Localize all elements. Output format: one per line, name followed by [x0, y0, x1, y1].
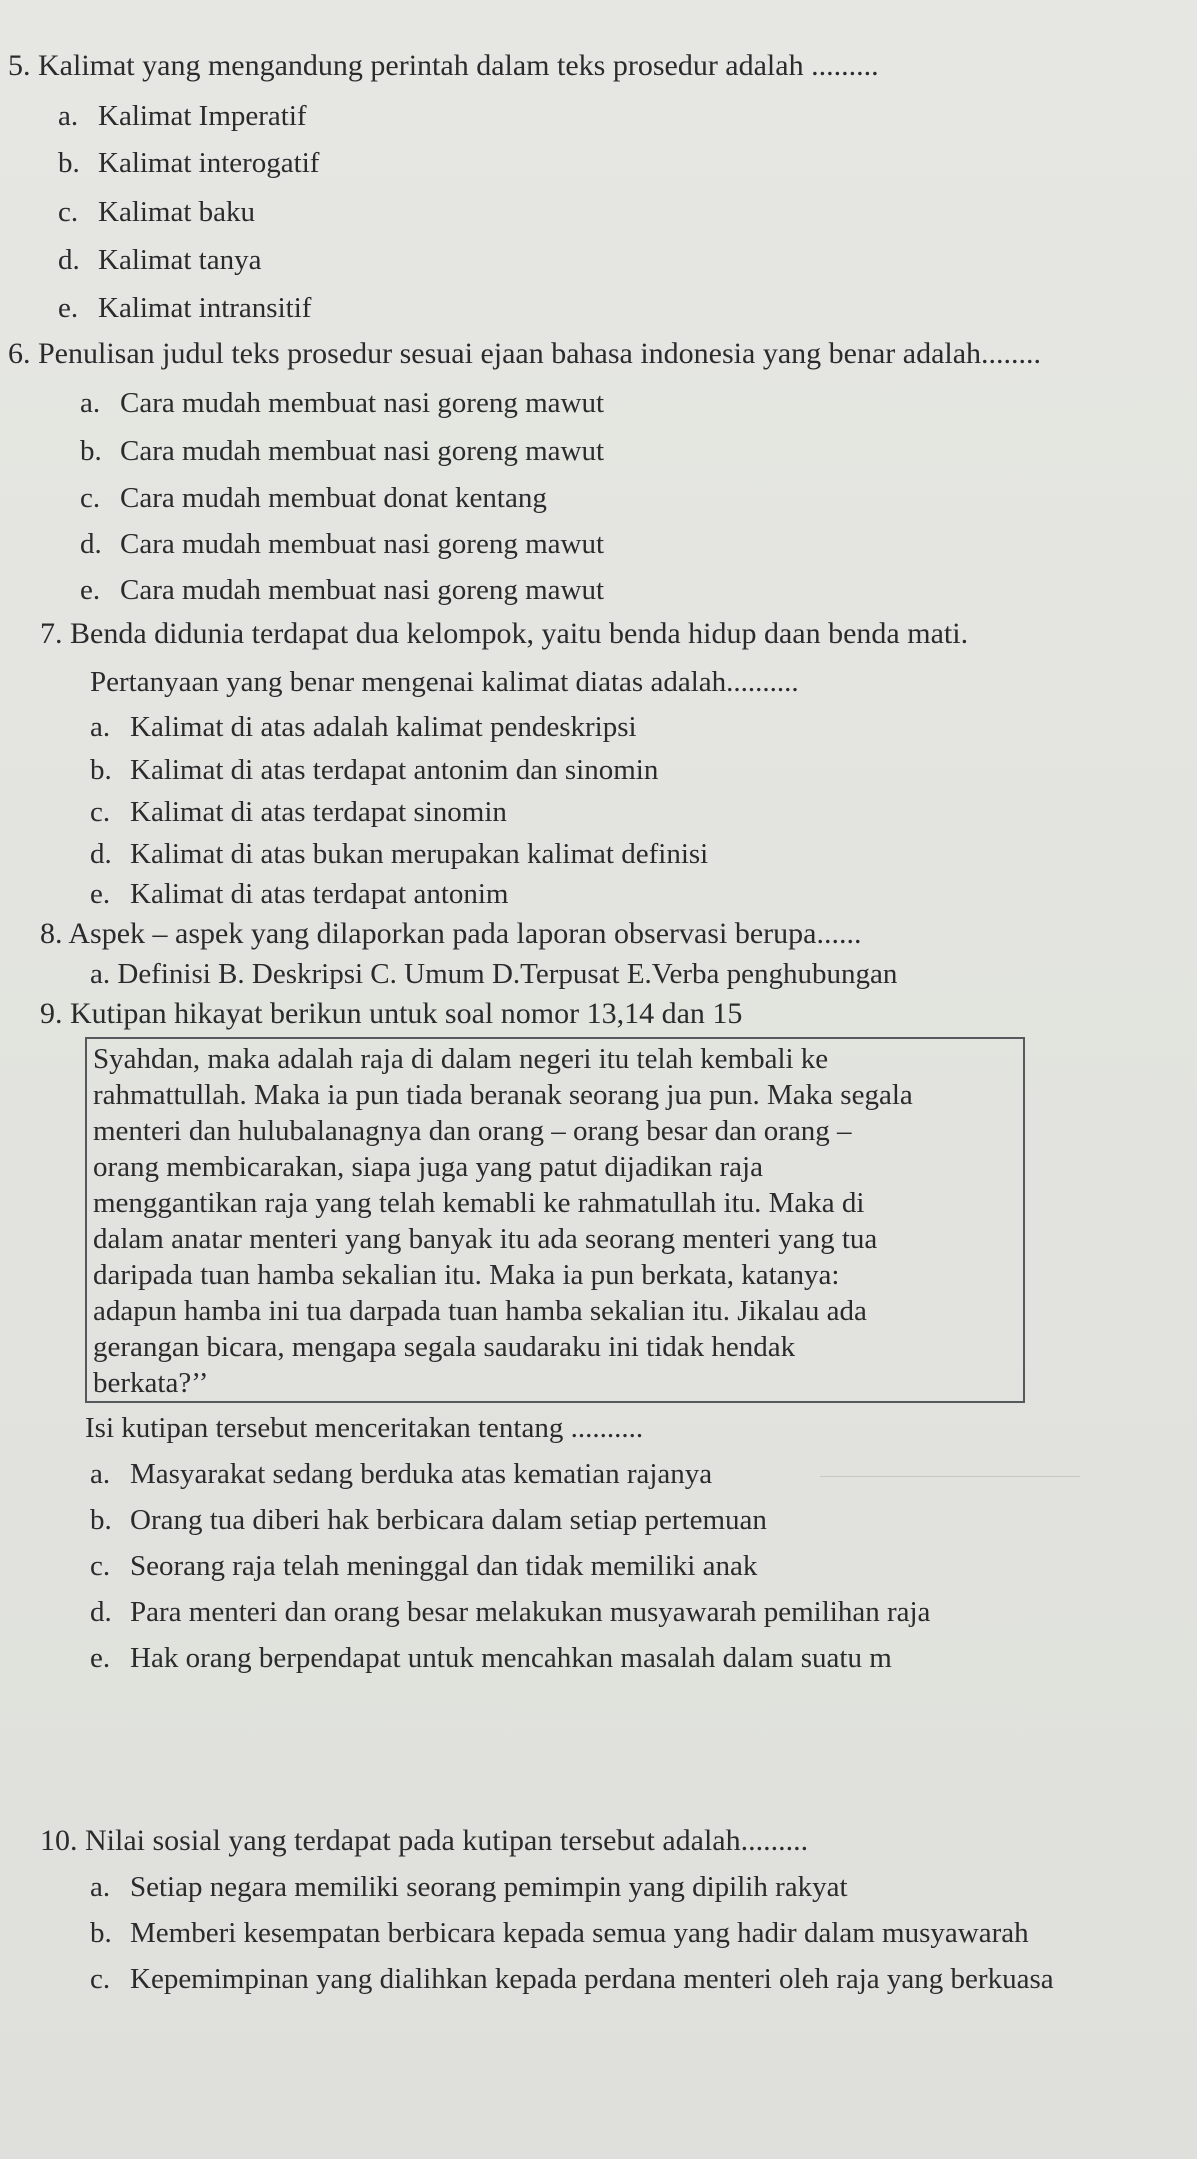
passage-box: [85, 1037, 1025, 1403]
option-letter: c.: [90, 796, 111, 828]
passage-line: orang membicarakan, siapa juga yang patut dijadikan raja: [93, 1151, 763, 1183]
question-number: 6.: [8, 337, 31, 370]
option-9c: [90, 1548, 757, 1584]
option-letter: b.: [90, 1917, 112, 1949]
option-letter: a.: [80, 387, 101, 419]
option-text: Kepemimpinan yang dialihkan kepada perdana menteri oleh raja yang berkuasa: [130, 1963, 1054, 1995]
option-text: Kalimat tanya: [98, 244, 262, 276]
option-letter: d.: [80, 528, 102, 560]
question-8-options: a. Definisi B. Deskripsi C. Umum D.Terpusat E.Verba penghubungan: [90, 958, 898, 990]
question-text: Kalimat yang mengandung perintah dalam teks prosedur adalah .........: [38, 49, 879, 82]
question-10: [40, 1823, 808, 1859]
option-letter: a.: [90, 1458, 111, 1490]
option-10c: [90, 1961, 1054, 1997]
divider: [820, 1476, 1080, 1477]
question-text: Kutipan hikayat berikun untuk soal nomor 13,14 dan 15: [70, 997, 743, 1030]
option-text: Cara mudah membuat nasi goreng mawut: [120, 574, 605, 606]
option-text: Kalimat di atas terdapat sinomin: [130, 796, 507, 828]
option-text: Para menteri dan orang besar melakukan musyawarah pemilihan raja: [130, 1596, 931, 1628]
option-text: Kalimat di atas bukan merupakan kalimat definisi: [130, 838, 709, 870]
option-5e: [58, 290, 311, 326]
passage-line: dalam anatar menteri yang banyak itu ada seorang menteri yang tua: [93, 1223, 878, 1255]
option-9b: [90, 1502, 767, 1538]
option-letter: b.: [90, 754, 112, 786]
option-letter: e.: [90, 878, 111, 910]
option-text: Orang tua diberi hak berbicara dalam setiap pertemuan: [130, 1504, 767, 1536]
question-text: Nilai sosial yang terdapat pada kutipan tersebut adalah.........: [85, 1824, 809, 1857]
question-number: 10.: [40, 1824, 78, 1857]
option-text: Cara mudah membuat nasi goreng mawut: [120, 435, 605, 467]
option-letter: a.: [58, 100, 79, 132]
option-5a: [58, 98, 307, 134]
option-9e: [90, 1640, 892, 1676]
option-9d: [90, 1594, 930, 1630]
question-6: [8, 336, 1041, 372]
option-letter: c.: [80, 482, 101, 514]
option-letter: d.: [90, 838, 112, 870]
option-10a: [90, 1869, 848, 1905]
option-letter: c.: [90, 1963, 111, 1995]
option-text: Memberi kesempatan berbicara kepada semua yang hadir dalam musyawarah: [130, 1917, 1029, 1949]
option-6d: [80, 526, 604, 562]
option-text: Cara mudah membuat nasi goreng mawut: [120, 528, 605, 560]
option-7b: [90, 752, 658, 788]
passage-line: menggantikan raja yang telah kemabli ke rahmatullah itu. Maka di: [93, 1187, 865, 1219]
question-9: [40, 996, 742, 1032]
passage-line: daripada tuan hamba sekalian itu. Maka ia pun berkata, katanya:: [93, 1259, 840, 1291]
question-number: 5.: [8, 49, 31, 82]
option-letter: e.: [90, 1642, 111, 1674]
option-6a: [80, 385, 604, 421]
option-text: Kalimat intransitif: [98, 292, 312, 324]
option-letter: e.: [58, 292, 79, 324]
option-6e: [80, 572, 604, 608]
option-text: Masyarakat sedang berduka atas kematian rajanya: [130, 1458, 713, 1490]
passage-line: rahmattullah. Maka ia pun tiada beranak seorang jua pun. Maka segala: [93, 1079, 913, 1111]
option-5b: [58, 145, 319, 181]
question-text: Aspek – aspek yang dilaporkan pada laporan observasi berupa......: [68, 917, 862, 950]
question-text: Benda didunia terdapat dua kelompok, yaitu benda hidup daan benda mati.: [70, 617, 969, 650]
option-9a: [90, 1456, 712, 1492]
question-number: 8.: [40, 917, 63, 950]
option-letter: d.: [90, 1596, 112, 1628]
option-text: Kalimat Imperatif: [98, 100, 307, 132]
option-letter: c.: [58, 196, 79, 228]
passage-line: berkata?’’: [93, 1367, 209, 1399]
option-6c: [80, 480, 547, 516]
option-letter: c.: [90, 1550, 111, 1582]
option-letter: b.: [58, 147, 80, 179]
option-letter: a.: [90, 711, 111, 743]
option-7d: [90, 836, 708, 872]
option-text: Kalimat di atas terdapat antonim: [130, 878, 509, 910]
passage-line: Syahdan, maka adalah raja di dalam negeri itu telah kembali ke: [93, 1043, 829, 1075]
question-number: 9.: [40, 997, 63, 1030]
option-7a: [90, 709, 637, 745]
question-8: [40, 916, 861, 952]
option-text: Kalimat baku: [98, 196, 256, 228]
question-7-followup: Pertanyaan yang benar mengenai kalimat diatas adalah..........: [90, 666, 799, 698]
option-letter: b.: [90, 1504, 112, 1536]
option-text: Cara mudah membuat nasi goreng mawut: [120, 387, 605, 419]
question-number: 7.: [40, 617, 63, 650]
option-text: Kalimat interogatif: [98, 147, 320, 179]
question-9-prompt: Isi kutipan tersebut menceritakan tentang ..........: [85, 1412, 644, 1444]
option-letter: b.: [80, 435, 102, 467]
option-7c: [90, 794, 507, 830]
option-text: Setiap negara memiliki seorang pemimpin yang dipilih rakyat: [130, 1871, 848, 1903]
question-7: [40, 616, 968, 652]
option-letter: a.: [90, 1871, 111, 1903]
option-5d: [58, 242, 261, 278]
option-letter: e.: [80, 574, 101, 606]
option-text: Kalimat di atas terdapat antonim dan sinomin: [130, 754, 659, 786]
option-10b: [90, 1915, 1029, 1951]
option-letter: d.: [58, 244, 80, 276]
option-text: Hak orang berpendapat untuk mencahkan masalah dalam suatu m: [130, 1642, 892, 1674]
question-5: [8, 48, 879, 84]
option-text: Seorang raja telah meninggal dan tidak memiliki anak: [130, 1550, 758, 1582]
passage-line: menteri dan hulubalanagnya dan orang – orang besar dan orang –: [93, 1115, 852, 1147]
passage-line: gerangan bicara, mengapa segala saudaraku ini tidak hendak: [93, 1331, 796, 1363]
passage-line: adapun hamba ini tua darpada tuan hamba sekalian itu. Jikalau ada: [93, 1295, 867, 1327]
question-text: Penulisan judul teks prosedur sesuai ejaan bahasa indonesia yang benar adalah........: [38, 337, 1042, 370]
option-7e: [90, 876, 509, 912]
option-text: Cara mudah membuat donat kentang: [120, 482, 547, 514]
option-text: Kalimat di atas adalah kalimat pendeskripsi: [130, 711, 637, 743]
option-5c: [58, 194, 255, 230]
option-6b: [80, 433, 604, 469]
